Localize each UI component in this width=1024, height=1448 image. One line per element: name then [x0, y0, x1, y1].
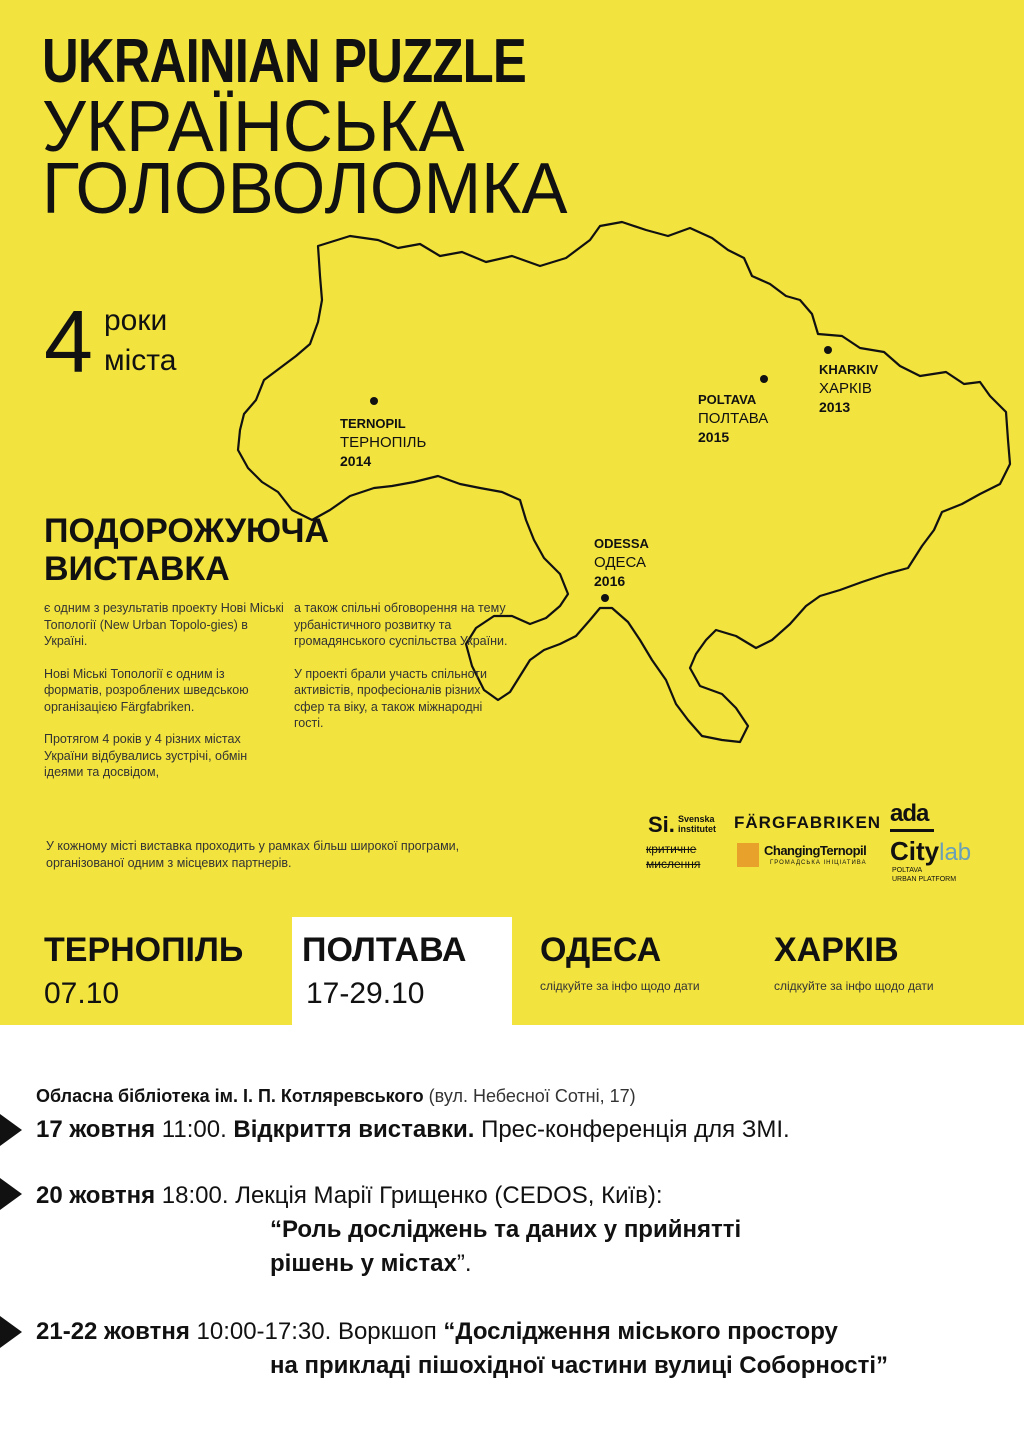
city-year: 2013	[819, 399, 851, 415]
exhibition-heading-line1: ПОДОРОЖУЮЧА	[44, 512, 330, 550]
city-label-kharkiv	[819, 360, 878, 417]
city-ua: ТЕРНОПІЛЬ	[340, 434, 427, 451]
paragraph: Нові Міські Топології є одним із форматів, розроблених шведською організацією Färgfabriken.	[44, 666, 249, 714]
dates-row	[0, 917, 1024, 1025]
event-lecture	[36, 1182, 663, 1210]
date-col-poltava	[292, 917, 512, 1025]
date-col-ternopil	[0, 917, 292, 1025]
event-lecture-quote-1	[270, 1216, 741, 1244]
date-city: ХАРКІВ	[774, 931, 899, 969]
arrow-icon	[0, 1178, 22, 1210]
date-value: 07.10	[44, 977, 120, 1010]
logo-fargfabriken: FÄRGFABRIKEN	[734, 813, 882, 832]
event-date: 17 жовтня	[36, 1116, 156, 1143]
si-name-1: Svenska	[678, 814, 715, 824]
date-note: слідкуйте за інфо щодо дати	[774, 979, 934, 993]
city-en: POLTAVA	[698, 392, 757, 407]
date-note: слідкуйте за інфо щодо дати	[540, 979, 700, 993]
logo-svenska-institutet	[648, 812, 716, 838]
event-opening	[36, 1116, 790, 1144]
citylab-sub-1: POLTAVA	[892, 867, 923, 874]
date-col-odesa	[512, 917, 762, 1025]
event-rest: Прес-конференція для ЗМІ.	[474, 1116, 790, 1143]
quote-end: ”.	[456, 1250, 472, 1277]
title-english: UKRAINIAN PUZZLE	[42, 27, 526, 96]
odessa-dot	[601, 594, 609, 602]
citylab-sub-2: URBAN PLATFORM	[892, 876, 957, 883]
si-mark: Si.	[648, 812, 675, 837]
city-ua: ХАРКІВ	[819, 380, 872, 397]
logo-changing-ternopil: ChangingTernopil	[764, 843, 867, 858]
critical-line2: мислення	[646, 857, 701, 871]
citylab-lab: lab	[939, 839, 972, 866]
quote-line: “Дослідження міського простору	[443, 1318, 838, 1345]
event-time: 18:00.	[155, 1182, 236, 1209]
event-time: 10:00-17:30.	[189, 1318, 338, 1345]
city-ua: ОДЕСА	[594, 554, 647, 571]
city-label-odessa	[594, 534, 649, 591]
date-value: 17-29.10	[306, 977, 425, 1010]
critical-line1: критичне	[646, 842, 697, 856]
paragraph: Протягом 4 років у 4 різних містах України відбувались зустрічі, обмін ідеями та досвідом,	[44, 732, 248, 779]
description-right	[294, 600, 514, 748]
poltava-dot	[760, 375, 768, 383]
city-en: ODESSA	[594, 536, 649, 551]
paragraph: У проекті брали участь спільноти активістів, професіоналів різних сфер та віку, а також міжнародні гості.	[294, 666, 487, 730]
logo-citylab	[890, 836, 971, 867]
event-time: 11:00.	[155, 1116, 234, 1143]
city-label-poltava	[698, 390, 768, 447]
years-number: 4	[44, 292, 93, 391]
event-workshop	[36, 1318, 838, 1346]
event-rest: Лекція Марії Грищенко (CEDOS, Київ):	[235, 1182, 663, 1209]
years-line1: роки	[104, 304, 168, 337]
si-name	[678, 814, 716, 834]
city-year: 2015	[698, 429, 730, 445]
event-date: 20 жовтня	[36, 1182, 156, 1209]
arrow-icon	[0, 1316, 22, 1348]
venue-address: (вул. Небесної Сотні, 17)	[423, 1086, 636, 1106]
citylab-city: City	[890, 836, 940, 866]
citylab-sub	[892, 866, 956, 884]
paragraph: а також спільні обговорення на тему урбаністичного розвитку та громадянського суспільства України.	[294, 601, 508, 648]
date-city: ПОЛТАВА	[302, 931, 467, 969]
kharkiv-dot	[824, 346, 832, 354]
quote-line: “Роль досліджень та даних у прийнятті	[270, 1216, 742, 1243]
ada-underline	[890, 829, 934, 832]
city-ua: ПОЛТАВА	[698, 410, 769, 427]
quote-line: на прикладі пішохідної частини вулиці Соборності”	[270, 1352, 889, 1379]
paragraph: є одним з результатів проекту Нові Міські Топології (New Urban Topolo-gies) в Україні.	[44, 601, 284, 648]
quote-line: рішень у містах	[270, 1250, 457, 1277]
event-lecture-quote-2	[270, 1250, 472, 1278]
title-ukrainian-line1: УКРАЇНСЬКА	[42, 87, 465, 167]
years-line2: міста	[104, 344, 177, 377]
city-en: KHARKIV	[819, 362, 879, 377]
program-note: У кожному місті виставка проходить у рамках більш широкої програми, організованої одним з місцевих партнерів.	[46, 839, 460, 870]
ternopil-dot	[370, 397, 378, 405]
logo-critical-thinking	[646, 842, 700, 872]
description-left	[44, 600, 284, 797]
date-city: ТЕРНОПІЛЬ	[44, 931, 244, 969]
city-en: TERNOPIL	[340, 416, 406, 431]
city-year: 2014	[340, 453, 372, 469]
arrow-icon	[0, 1114, 22, 1146]
city-label-ternopil	[340, 414, 426, 471]
logo-ada: ada	[890, 800, 929, 827]
changing-ternopil-icon	[737, 843, 759, 867]
changing-ternopil-sub: ГРОМАДСЬКА ІНІЦІАТИВА	[770, 860, 867, 866]
title-ukrainian-line2: ГОЛОВОЛОМКА	[42, 149, 568, 229]
venue-name: Обласна бібліотека ім. І. П. Котляревського	[36, 1086, 424, 1106]
si-name-2: institutet	[678, 824, 716, 834]
event-title: Відкриття виставки.	[233, 1116, 475, 1143]
exhibition-heading	[44, 512, 329, 588]
event-date: 21-22 жовтня	[36, 1318, 190, 1345]
event-workshop-quote-2	[270, 1352, 888, 1380]
event-rest: Воркшоп	[337, 1318, 444, 1345]
exhibition-heading-line2: ВИСТАВКА	[44, 550, 230, 588]
date-city: ОДЕСА	[540, 931, 662, 969]
city-year: 2016	[594, 573, 626, 589]
date-col-kharkiv	[762, 917, 1024, 1025]
venue	[36, 1086, 636, 1107]
